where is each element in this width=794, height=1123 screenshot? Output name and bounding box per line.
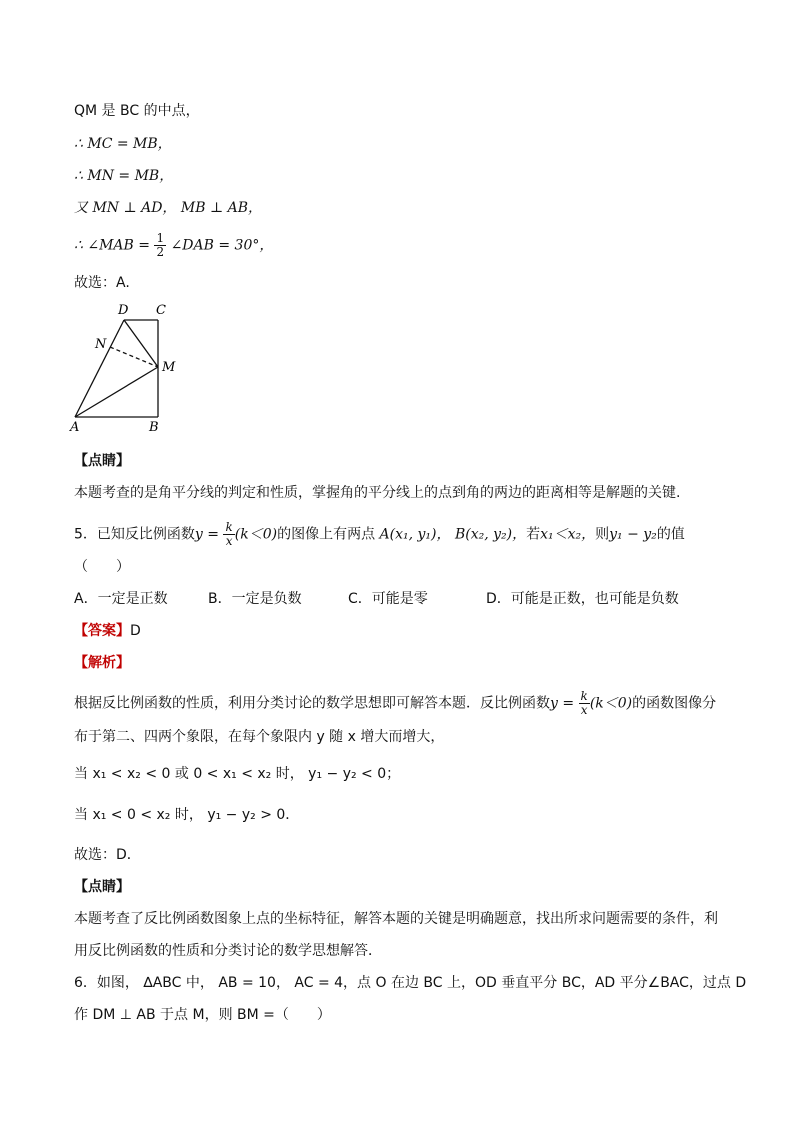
label-C: C [156, 303, 166, 318]
review1-text: 本题考查的是角平分线的判定和性质，掌握角的平分线上的点到角的两边的距离相等是解题的关键. [74, 485, 681, 501]
proof-line-2: ∴ MC = MB， [74, 136, 172, 152]
analysis-choose: 故选：D． [74, 847, 141, 863]
proof-line-1: QM 是 BC 的中点， [74, 103, 200, 119]
label-B: B [149, 420, 159, 435]
label-M: M [162, 360, 176, 375]
q5-stem: 5．已知反比例函数y = $\frac{k}{x}$ (k＜0)的图像上有两点 A(x₁, y₁)， B(x₂, y₂)，若x₁＜x₂，则y₁ − y₂的值 [74, 520, 685, 548]
q5-option-c: C．可能是零 [348, 591, 428, 607]
review2-line-2: 用反比例函数的性质和分类讨论的数学思想解答． [74, 943, 382, 959]
proof-line-5: ∴ ∠MAB = $\frac{1}{2}$ ∠DAB = 30°， [74, 231, 274, 259]
review2-heading: 【点睛】 [74, 879, 130, 895]
segment-DM [124, 320, 158, 367]
q6-line-1: 6．如图， ∆ABC 中， AB = 10， AC = 4，点 O 在边 BC 上，OD 垂直平分 BC，AD 平分∠BAC，过点 D [74, 975, 747, 991]
label-N: N [95, 337, 107, 352]
review2-line-1: 本题考查了反比例函数图象上点的坐标特征，解答本题的关键是明确题意，找出所求问题需要的条件，利 [74, 911, 718, 927]
review1-heading: 【点睛】 [74, 453, 130, 469]
q5-option-d: D．可能是正数，也可能是负数 [486, 591, 679, 607]
q5-fraction-k-over-x: $\frac{k}{x}$ [225, 520, 233, 548]
analysis-fraction-k-over-x: $\frac{k}{x}$ [580, 689, 588, 717]
q6-line-2: 作 DM ⊥ AB 于点 M，则 BM =（ ） [74, 1007, 331, 1023]
analysis-line-2: 布于第二、四两个象限，在每个象限内 y 随 x 增大而增大， [74, 729, 445, 745]
q5-paren: （ ） [74, 559, 130, 575]
analysis-line-3: 当 x₁ < x₂ < 0 或 0 < x₁ < x₂ 时， y₁ − y₂ < 0； [74, 766, 401, 782]
analysis-heading: 【解析】 [74, 655, 130, 671]
analysis-line-1: 根据反比例函数的性质，利用分类讨论的数学思想即可解答本题．反比例函数y = $\frac{k}{x}$ (k＜0)的函数图像分 [74, 689, 717, 717]
answer-line: 【答案】D [74, 623, 141, 639]
proof-line-4: 又 MN ⊥ AD， MB ⊥ AB， [74, 200, 262, 216]
proof-line-3: ∴ MN = MB， [74, 168, 174, 184]
analysis-line-4: 当 x₁ < 0 < x₂ 时， y₁ − y₂ > 0． [74, 807, 300, 823]
q5-option-b: B．一定是负数 [208, 591, 302, 607]
q5-option-a: A．一定是正数 [74, 591, 168, 607]
label-D: D [118, 303, 129, 318]
geometry-figure [64, 300, 194, 438]
label-A: A [70, 420, 80, 435]
fraction-one-half: $\frac{1}{2}$ [156, 231, 165, 259]
proof-choose: 故选：A. [74, 275, 130, 291]
